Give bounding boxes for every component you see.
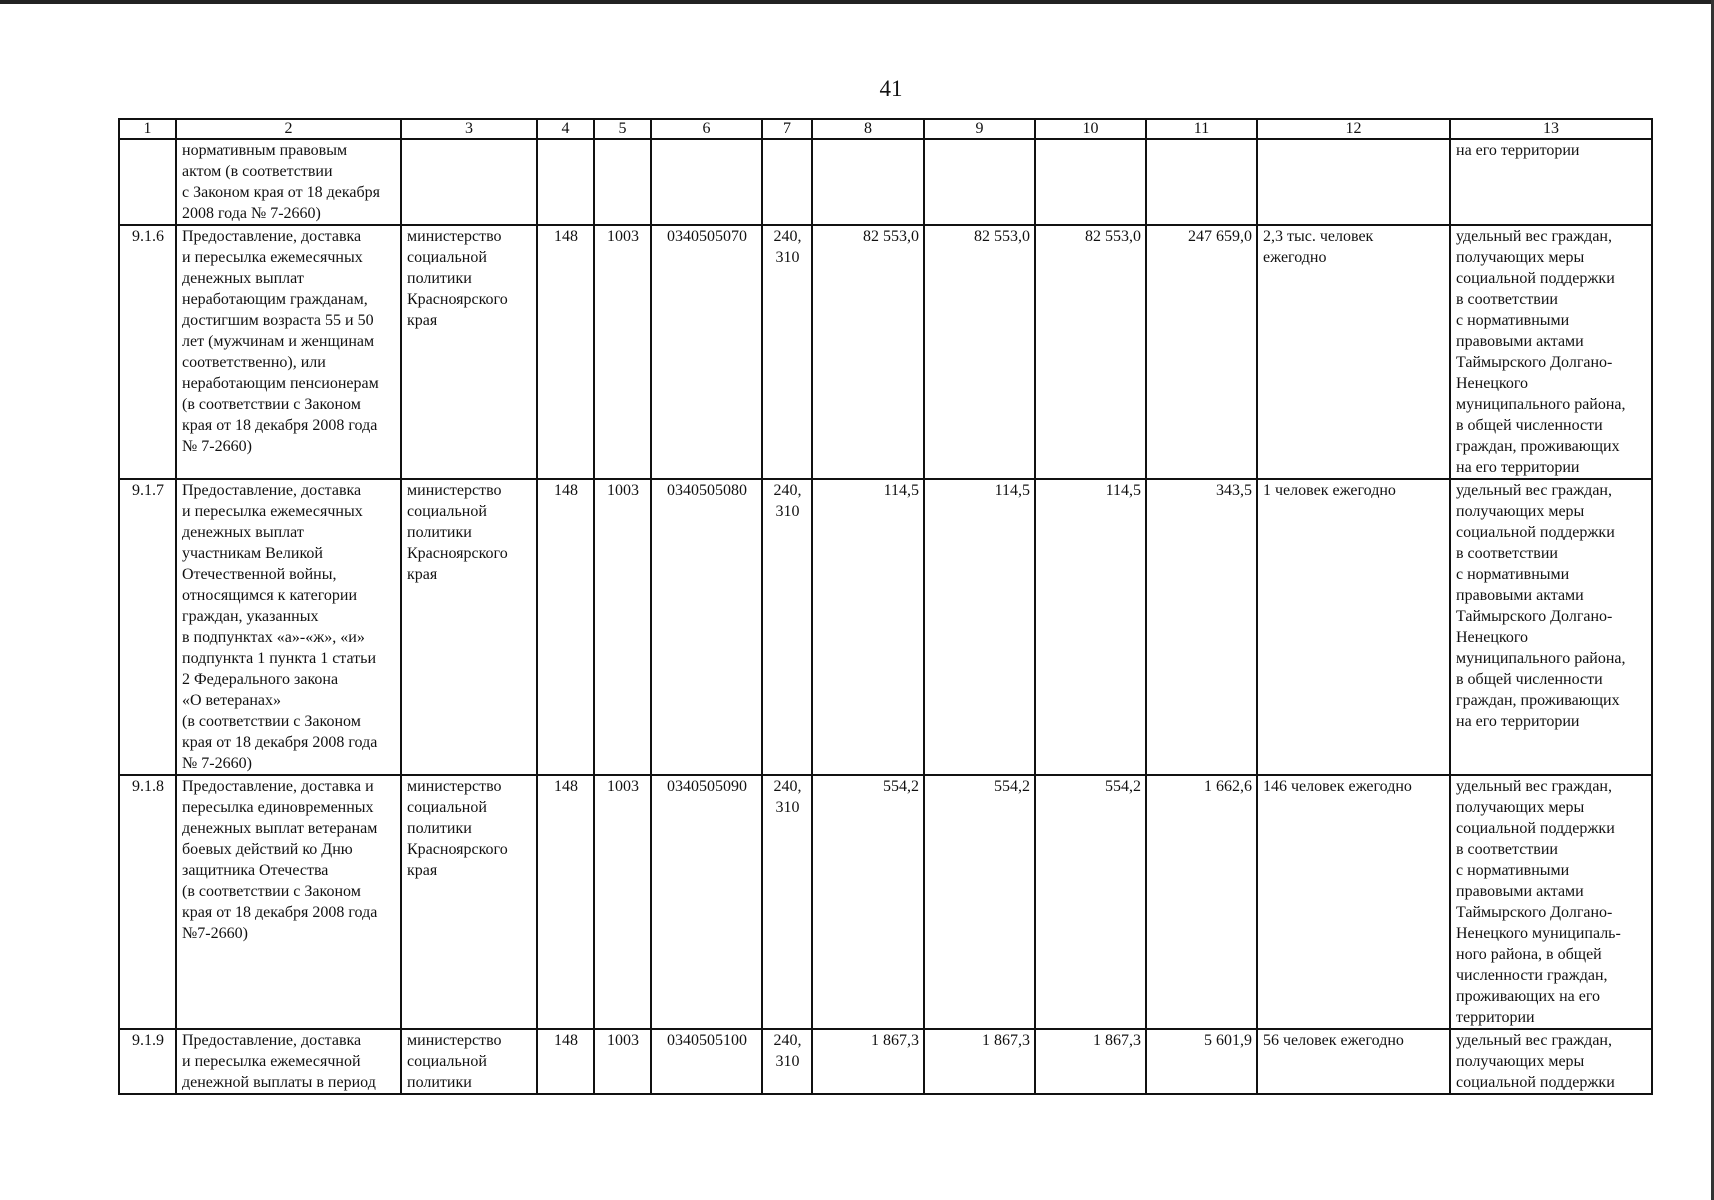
cell-indicator: удельный вес граждан, получающих меры социальной поддержки в соответствии с нормативными правовыми актами Таймырского Долгано- Ненецкого муниципального района, в общей численности граждан, проживающих на его территории bbox=[1450, 479, 1652, 775]
cell-expense-type: 240, 310 bbox=[762, 225, 812, 479]
executor: министерство социальной политики Красноярского края bbox=[401, 225, 537, 479]
executor: министерство социальной политики Красноярского края bbox=[401, 479, 537, 775]
cell-section: 1003 bbox=[594, 775, 651, 1029]
cell-amount-year2: 1 867,3 bbox=[924, 1029, 1035, 1094]
scan-edge-top bbox=[0, 0, 1714, 4]
cell-target-code: 0340505100 bbox=[651, 1029, 762, 1094]
cell-expected-result: 146 человек ежегодно bbox=[1257, 775, 1450, 1029]
cell-amount-year3 bbox=[1035, 139, 1146, 225]
cell-target-code: 0340505080 bbox=[651, 479, 762, 775]
cell-expected-result bbox=[1257, 139, 1450, 225]
cell-amount-year3: 1 867,3 bbox=[1035, 1029, 1146, 1094]
measure-name: Предоставление, доставка и пересылка ежемесячных денежных выплат неработающим гражданам, достигшим возраста 55 и 50 лет (мужчинам и женщинам соответственно), или неработающим пенсионерам (в соответствии с Законом края от 18 декабря 2008 года № 7-2660) bbox=[176, 225, 401, 479]
cell-section: 1003 bbox=[594, 1029, 651, 1094]
cell-amount-total: 343,5 bbox=[1146, 479, 1257, 775]
cell-amount-year2: 82 553,0 bbox=[924, 225, 1035, 479]
column-header: 13 bbox=[1450, 119, 1652, 139]
cell-amount-year3: 114,5 bbox=[1035, 479, 1146, 775]
column-header: 6 bbox=[651, 119, 762, 139]
executor: министерство социальной политики Красноярского края bbox=[401, 775, 537, 1029]
column-header: 1 bbox=[119, 119, 176, 139]
cell-amount-year1: 554,2 bbox=[812, 775, 924, 1029]
cell-amount-year1 bbox=[812, 139, 924, 225]
row-number bbox=[119, 139, 176, 225]
cell-amount-year1: 1 867,3 bbox=[812, 1029, 924, 1094]
cell-grbs: 148 bbox=[537, 225, 594, 479]
measure-name: Предоставление, доставка и пересылка единовременных денежных выплат ветеранам боевых действий ко Дню защитника Отечества (в соответствии с Законом края от 18 декабря 2008 года №7-2660) bbox=[176, 775, 401, 1029]
cell-amount-total bbox=[1146, 139, 1257, 225]
cell-indicator: удельный вес граждан, получающих меры социальной поддержки в соответствии с нормативными правовыми актами Таймырского Долгано- Ненецкого муниципального района, в общей численности граждан, проживающих на его территории bbox=[1450, 225, 1652, 479]
cell-expected-result: 2,3 тыс. человек ежегодно bbox=[1257, 225, 1450, 479]
cell-expense-type bbox=[762, 139, 812, 225]
row-number: 9.1.8 bbox=[119, 775, 176, 1029]
measure-name: Предоставление, доставка и пересылка ежемесячной денежной выплаты в период bbox=[176, 1029, 401, 1094]
executor: министерство социальной политики bbox=[401, 1029, 537, 1094]
table-row bbox=[119, 225, 1652, 479]
cell-expense-type: 240, 310 bbox=[762, 1029, 812, 1094]
cell-amount-total: 5 601,9 bbox=[1146, 1029, 1257, 1094]
table-row bbox=[119, 139, 1652, 225]
cell-amount-year1: 114,5 bbox=[812, 479, 924, 775]
cell-amount-year3: 554,2 bbox=[1035, 775, 1146, 1029]
cell-amount-year2: 114,5 bbox=[924, 479, 1035, 775]
column-header: 12 bbox=[1257, 119, 1450, 139]
cell-grbs bbox=[537, 139, 594, 225]
table-header-row bbox=[119, 119, 1652, 139]
cell-section: 1003 bbox=[594, 225, 651, 479]
cell-section: 1003 bbox=[594, 479, 651, 775]
executor bbox=[401, 139, 537, 225]
cell-amount-total: 1 662,6 bbox=[1146, 775, 1257, 1029]
column-header: 4 bbox=[537, 119, 594, 139]
column-header: 11 bbox=[1146, 119, 1257, 139]
cell-expected-result: 56 человек ежегодно bbox=[1257, 1029, 1450, 1094]
column-header: 2 bbox=[176, 119, 401, 139]
cell-amount-year3: 82 553,0 bbox=[1035, 225, 1146, 479]
cell-section bbox=[594, 139, 651, 225]
column-header: 8 bbox=[812, 119, 924, 139]
measure-name: Предоставление, доставка и пересылка ежемесячных денежных выплат участникам Великой Отечественной войны, относящимся к категории граждан, указанных в подпунктах «а»-«ж», «и» подпункта 1 пункта 1 статьи 2 Федерального закона «О ветеранах» (в соответствии с Законом края от 18 декабря 2008 года № 7-2660) bbox=[176, 479, 401, 775]
cell-target-code bbox=[651, 139, 762, 225]
column-header: 10 bbox=[1035, 119, 1146, 139]
cell-expense-type: 240, 310 bbox=[762, 479, 812, 775]
table-row bbox=[119, 1029, 1652, 1094]
column-header: 3 bbox=[401, 119, 537, 139]
cell-amount-year2 bbox=[924, 139, 1035, 225]
table-row bbox=[119, 775, 1652, 1029]
measure-name: нормативным правовым актом (в соответствии с Законом края от 18 декабря 2008 года № 7-2660) bbox=[176, 139, 401, 225]
cell-expense-type: 240, 310 bbox=[762, 775, 812, 1029]
cell-target-code: 0340505070 bbox=[651, 225, 762, 479]
cell-indicator: удельный вес граждан, получающих меры социальной поддержки bbox=[1450, 1029, 1652, 1094]
cell-target-code: 0340505090 bbox=[651, 775, 762, 1029]
table-row bbox=[119, 479, 1652, 775]
column-header: 9 bbox=[924, 119, 1035, 139]
cell-indicator: удельный вес граждан, получающих меры социальной поддержки в соответствии с нормативными правовыми актами Таймырского Долгано- Ненецкого муниципаль- ного района, в общей численности граждан, проживающих на его территории bbox=[1450, 775, 1652, 1029]
row-number: 9.1.9 bbox=[119, 1029, 176, 1094]
column-header: 5 bbox=[594, 119, 651, 139]
cell-amount-year2: 554,2 bbox=[924, 775, 1035, 1029]
cell-amount-year1: 82 553,0 bbox=[812, 225, 924, 479]
page-number: 41 bbox=[879, 76, 903, 101]
row-number: 9.1.7 bbox=[119, 479, 176, 775]
cell-grbs: 148 bbox=[537, 1029, 594, 1094]
cell-indicator: на его территории bbox=[1450, 139, 1652, 225]
cell-amount-total: 247 659,0 bbox=[1146, 225, 1257, 479]
budget-table bbox=[118, 118, 1653, 1095]
row-number: 9.1.6 bbox=[119, 225, 176, 479]
column-header: 7 bbox=[762, 119, 812, 139]
cell-expected-result: 1 человек ежегодно bbox=[1257, 479, 1450, 775]
cell-grbs: 148 bbox=[537, 479, 594, 775]
cell-grbs: 148 bbox=[537, 775, 594, 1029]
